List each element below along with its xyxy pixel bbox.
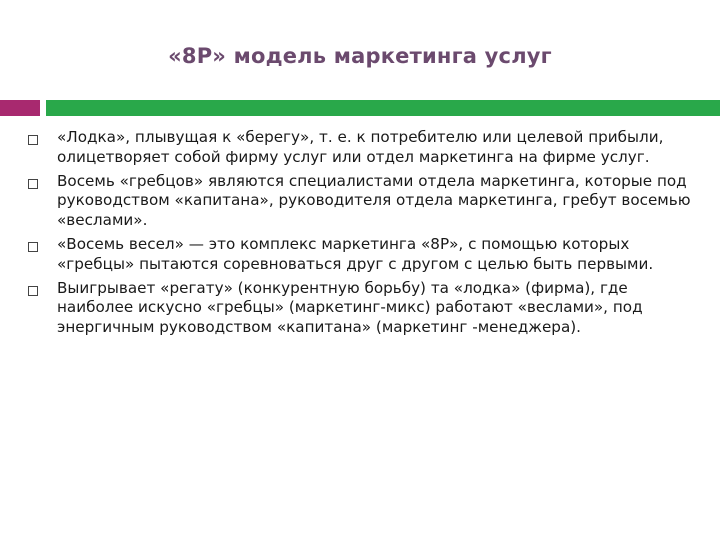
hollow-square-bullet-icon [28, 179, 38, 189]
accent-bar-green [46, 100, 720, 116]
accent-bar-magenta [0, 100, 40, 116]
slide-title: «8P» модель маркетинга услуг [168, 44, 552, 68]
bullet-item-2 [26, 172, 702, 231]
hollow-square-bullet-icon [28, 242, 38, 252]
bullet-text: «Восемь весел» — это комплекс маркетинга «8Р», с помощью которых «гребцы» пытаются соревноваться друг с другом с целью быть первыми. [57, 234, 654, 273]
bullet-list [26, 128, 702, 342]
bullet-text: Восемь «гребцов» являются специалистами отдела маркетинга, которые под руководством «капитана», руководителя отдела маркетинга, гребут восемью «веслами». [57, 171, 691, 230]
bullet-text: Выигрывает «регату» (конкурентную борьбу) та «лодка» (фирма), где наиболее искусно «гребцы» (маркетинг-микс) работают «веслами», под энергичным руководством «капитана» (маркетинг -менеджера). [57, 278, 643, 337]
bullet-item-4 [26, 279, 702, 338]
hollow-square-bullet-icon [28, 135, 38, 145]
bullet-item-3 [26, 235, 702, 275]
bullet-item-1 [26, 128, 702, 168]
bullet-text: «Лодка», плывущая к «берегу», т. е. к потребителю или целевой прибыли, олицетворяет собой фирму услуг или отдел маркетинга на фирме услуг. [57, 128, 664, 166]
hollow-square-bullet-icon [28, 286, 38, 296]
